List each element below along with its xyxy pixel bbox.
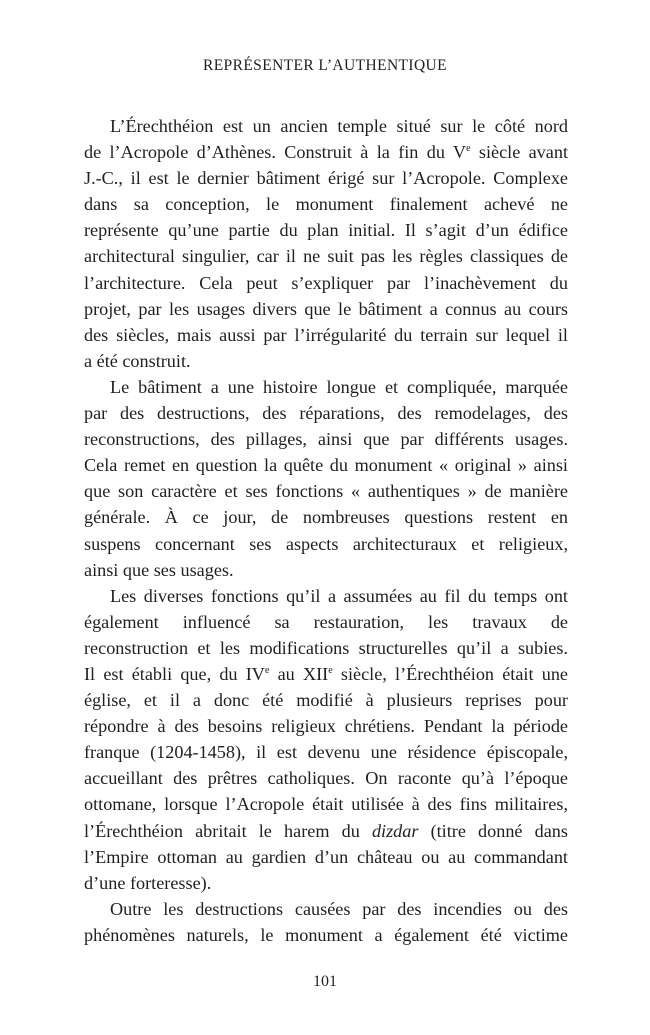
paragraph-3 xyxy=(84,583,568,896)
italic-term: dizdar xyxy=(371,820,419,841)
text-line: projet, par les usages divers que le bâtiment a connus au cours xyxy=(84,298,568,319)
text-line: représente qu’une partie du plan initial. Il s’agit d’un édifice xyxy=(84,220,568,241)
text-line: des siècles, mais aussi par l’irrégularité du terrain sur lequel il xyxy=(84,324,568,345)
text-line: par des destructions, des réparations, des remodelages, des xyxy=(84,403,568,424)
text-line: ottomane, lorsque l’Acropole était utilisée à des fins militaires, xyxy=(84,794,568,815)
text-line: phénomènes naturels, le monument a également été victime xyxy=(84,924,568,945)
text-line: que son caractère et ses fonctions « authentiques » de manière xyxy=(84,481,568,502)
text-line: répondre à des besoins religieux chrétiens. Pendant la période xyxy=(84,716,568,737)
running-header: REPRÉSENTER L’AUTHENTIQUE xyxy=(202,57,448,74)
superscript: e xyxy=(264,664,270,676)
text-line: franque (1204-1458), il est devenu une résidence épiscopale, xyxy=(84,742,568,763)
text-line: d’une forteresse). xyxy=(84,872,212,893)
paragraph-2 xyxy=(84,374,568,583)
paragraph-1 xyxy=(84,113,568,374)
text-line: Cela remet en question la quête du monument « original » ainsi xyxy=(84,455,568,476)
text-line: Il est établi que, du IVe au XIIe siècle, l’Érechthéion était une xyxy=(84,663,568,684)
text-line: reconstruction et les modifications structurelles qu’il a subies. xyxy=(84,637,568,658)
text-line: l’architecture. Cela peut s’expliquer par l’inachèvement du xyxy=(84,272,568,293)
text-line: ainsi que ses usages. xyxy=(84,559,234,580)
paragraph-4 xyxy=(84,896,568,948)
text-line: accueillant des prêtres catholiques. On raconte qu’à l’époque xyxy=(84,768,568,789)
text-line: dans sa conception, le monument finalement achevé ne xyxy=(84,194,568,215)
text-line: de l’Acropole d’Athènes. Construit à la fin du Ve siècle avant xyxy=(84,142,568,163)
text-line: L’Érechthéion est un ancien temple situé sur le côté nord xyxy=(110,116,568,136)
text-line: suspens concernant ses aspects architecturaux et religieux, xyxy=(84,533,568,554)
text-line: église, et il a donc été modifié à plusieurs reprises pour xyxy=(84,690,568,711)
text-line: également influencé sa restauration, les travaux de xyxy=(84,611,568,632)
text-line: l’Empire ottoman au gardien d’un château ou au commandant xyxy=(84,846,568,867)
text-line: architectural singulier, car il ne suit pas les règles classiques de xyxy=(84,246,568,267)
text-line: l’Érechthéion abritait le harem du dizdar (titre donné dans xyxy=(84,820,568,841)
superscript: e xyxy=(328,664,333,676)
text-line: J.-C., il est le dernier bâtiment érigé sur l’Acropole. Complexe xyxy=(84,168,568,189)
text-line: Les diverses fonctions qu’il a assumées au fil du temps ont xyxy=(110,585,568,606)
page-number: 101 xyxy=(313,973,337,990)
text-line: générale. À ce jour, de nombreuses questions restent en xyxy=(84,507,568,528)
superscript: e xyxy=(466,143,471,155)
body-text xyxy=(84,113,568,948)
text-line: Le bâtiment a une histoire longue et compliquée, marquée xyxy=(110,376,568,397)
text-line: Outre les destructions causées par des incendies ou des xyxy=(110,898,568,919)
text-line: reconstructions, des pillages, ainsi que par différents usages. xyxy=(84,429,568,450)
text-line: a été construit. xyxy=(84,350,191,371)
